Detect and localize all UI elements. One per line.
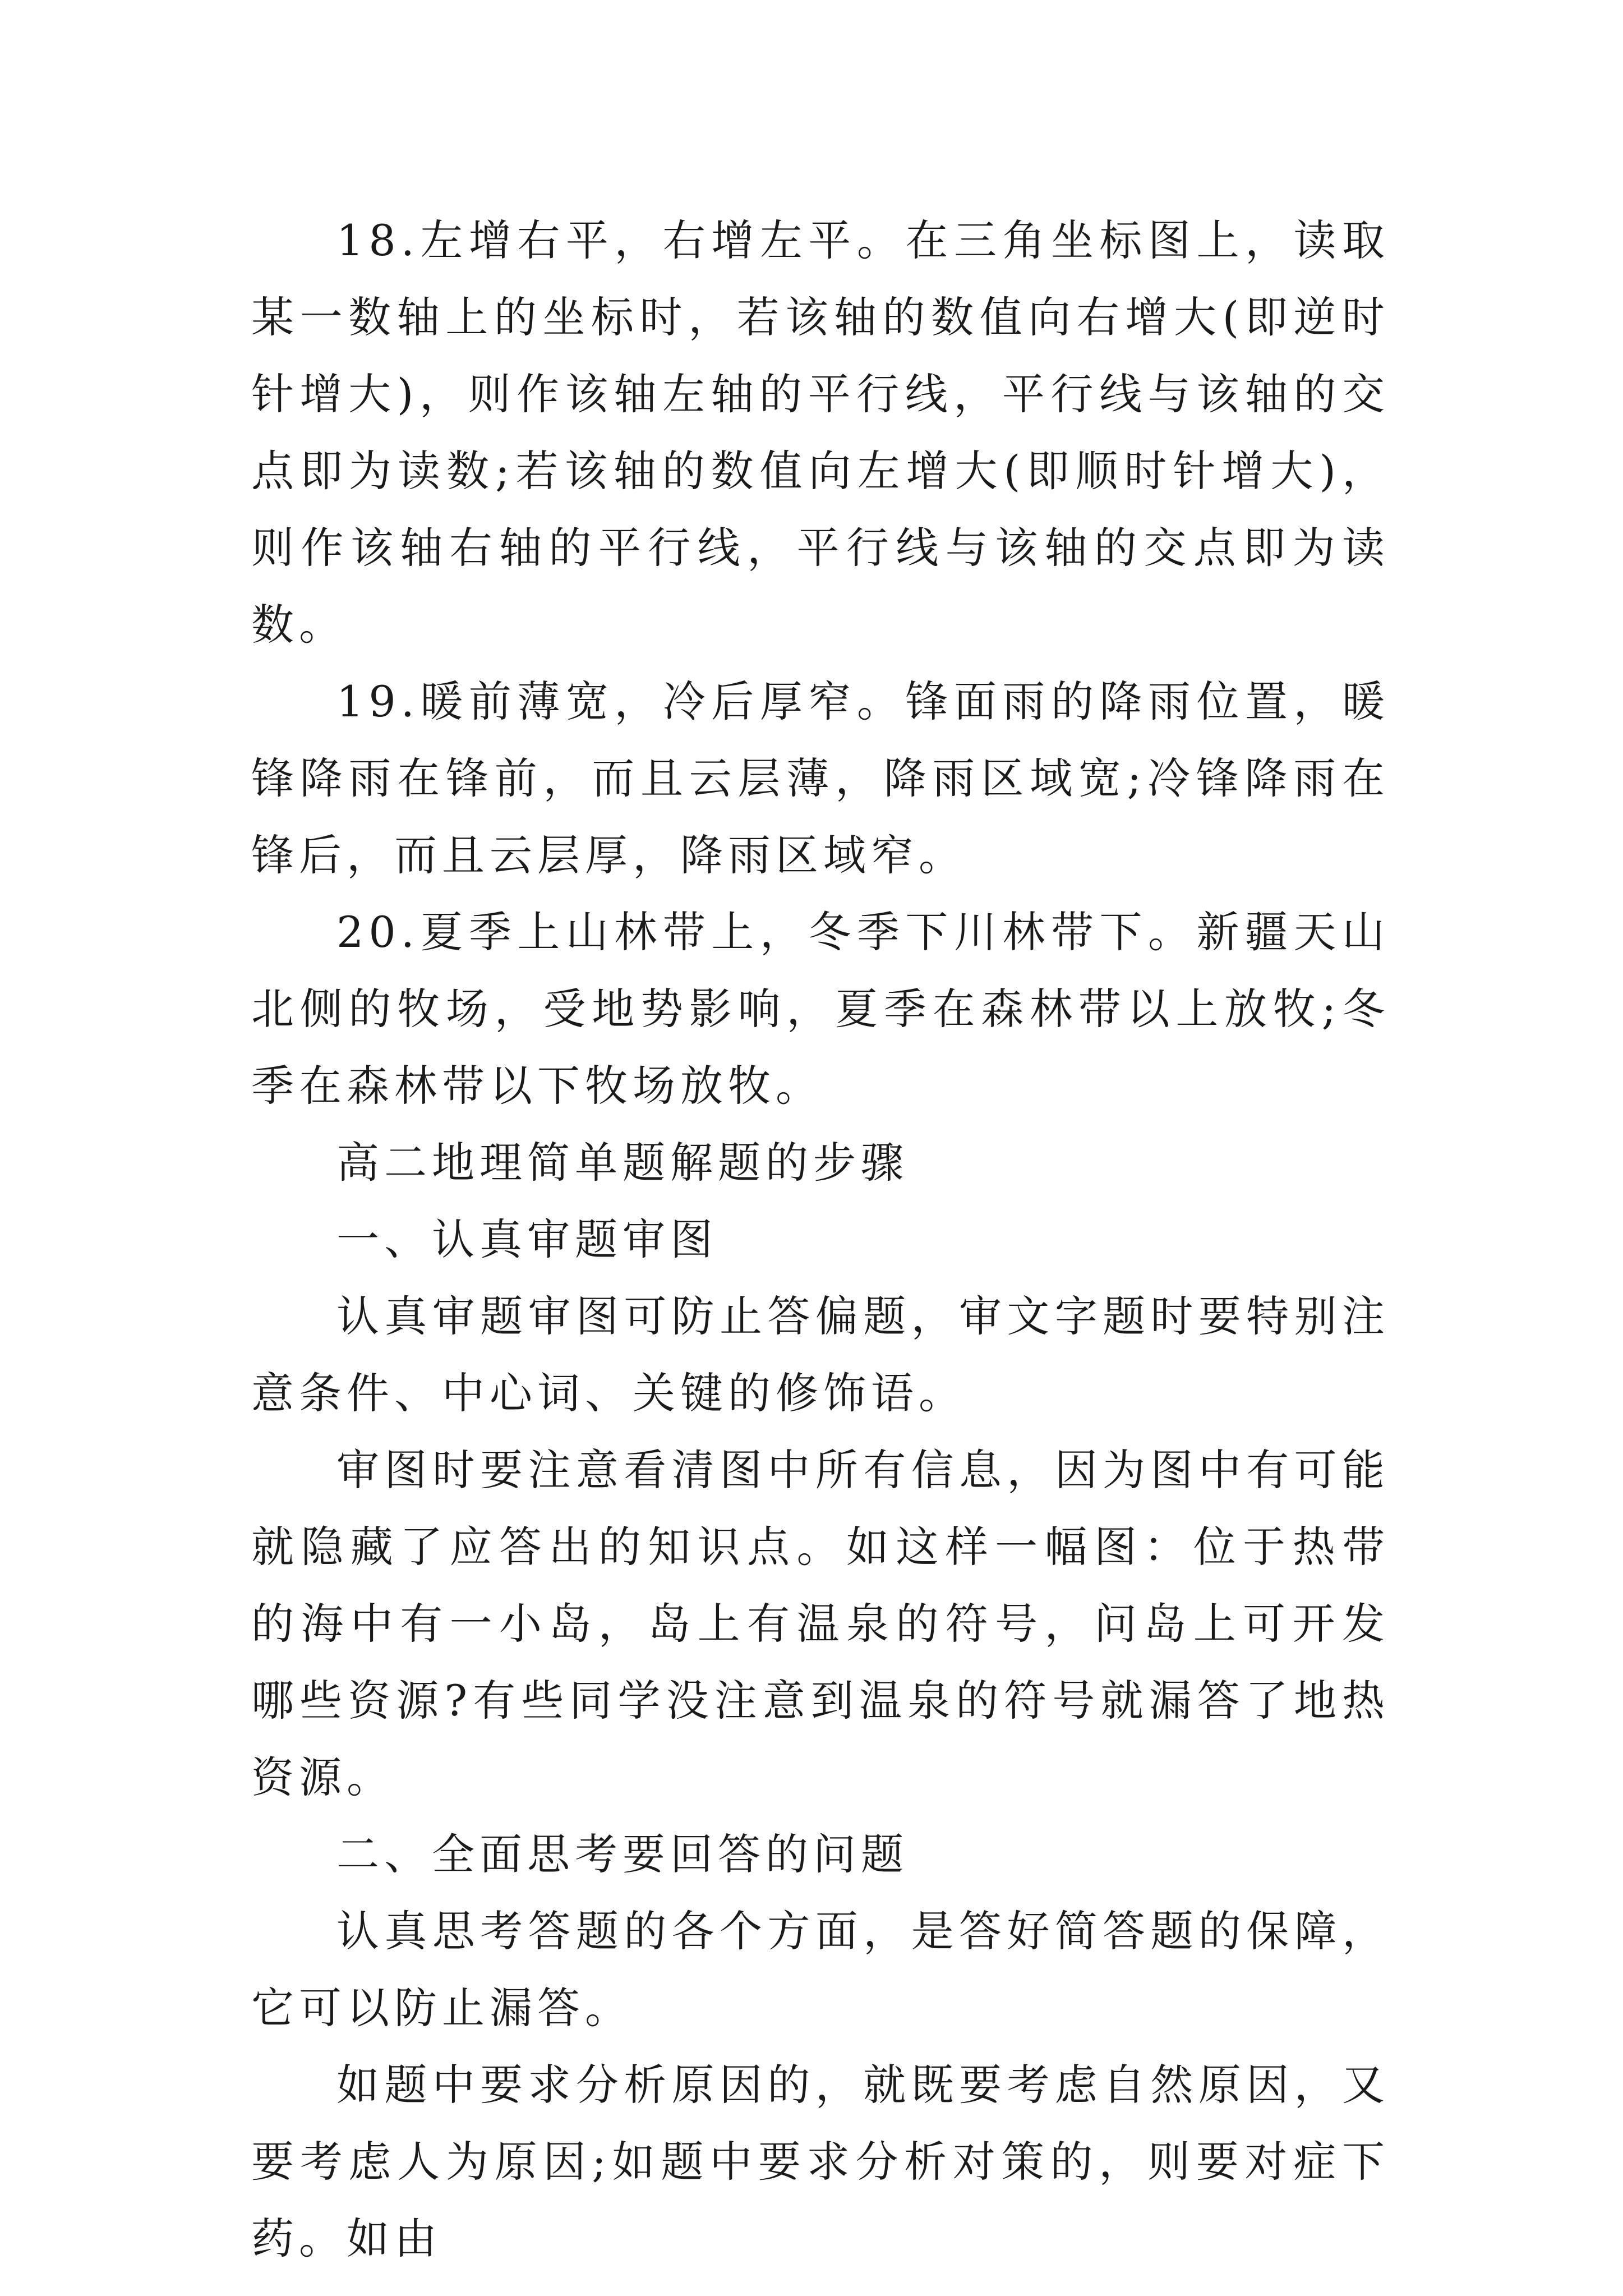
- step-2-heading: 二、全面思考要回答的问题: [336, 1829, 909, 1879]
- step-2-paragraph-aspects: 认真思考答题的各个方面，是答好简答题的保障，它可以防止漏答。: [251, 1906, 1390, 2033]
- paragraph-20-tianshan-pasture: 20.夏季上山林带上，冬季下川林带下。新疆天山北侧的牧场，受地势影响，夏季在森林带以上放牧;冬季在森林带以下牧场放牧。: [251, 907, 1390, 1111]
- step-2-paragraph-causes: 如题中要求分析原因的，就既要考虑自然原因，又要考虑人为原因;如题中要求分析对策的，则要对症下药。如由: [251, 2060, 1390, 2263]
- paragraph-19-frontal-rain: 19.暖前薄宽，冷后厚窄。锋面雨的降雨位置，暖锋降雨在锋前，而且云层薄，降雨区域宽;冷锋降雨在锋后，而且云层厚，降雨区域窄。: [251, 677, 1390, 880]
- section-title-answer-steps: 高二地理简单题解题的步骤: [336, 1138, 909, 1188]
- step-1-paragraph-text: 认真审题审图可防止答偏题，审文字题时要特别注意条件、中心词、关键的修饰语。: [251, 1291, 1390, 1418]
- document-body: [251, 202, 1390, 2277]
- step-1-paragraph-map: 审图时要注意看清图中所有信息，因为图中有可能就隐藏了应答出的知识点。如这样一幅图：位于热带的海中有一小岛，岛上有温泉的符号，问岛上可开发哪些资源?有些同学没注意到温泉的符号就漏答了地热资源。: [251, 1445, 1390, 1802]
- step-1-heading: 一、认真审题审图: [336, 1214, 718, 1264]
- paragraph-18-reading-triangle-chart: 18.左增右平，右增左平。在三角坐标图上，读取某一数轴上的坐标时，若该轴的数值向右增大(即逆时针增大)，则作该轴左轴的平行线，平行线与该轴的交点即为读数;若该轴的数值向左增大(即顺时针增大)，则作该轴右轴的平行线，平行线与该轴的交点即为读数。: [251, 215, 1390, 650]
